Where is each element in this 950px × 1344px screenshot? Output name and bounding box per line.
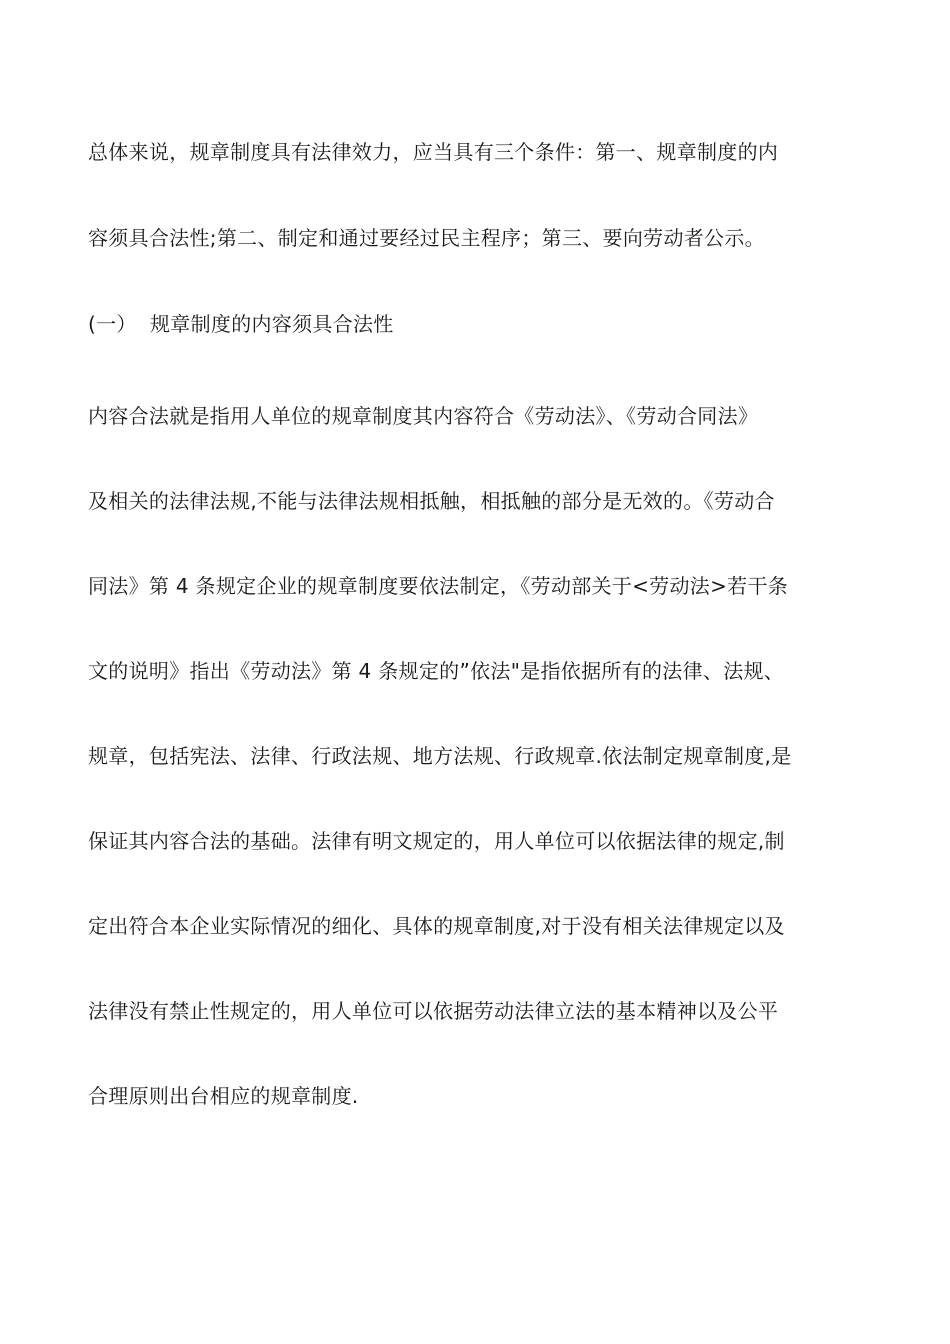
paragraph-1-line-2: 容须具合法性;第二、制定和通过要经过民主程序；第三、要向劳动者公示。 xyxy=(88,226,765,250)
section-heading-marker: (一） xyxy=(88,312,137,336)
paragraph-2-line-7: 定出符合本企业实际情况的细化、具体的规章制度,对于没有相关法律规定以及 xyxy=(88,914,785,938)
paragraph-2-line-1: 内容合法就是指用人单位的规章制度其内容符合《劳动法》、《劳动合同法》 xyxy=(88,404,759,428)
section-heading-text: 规章制度的内容须具合法性 xyxy=(150,312,394,336)
paragraph-2-line-8: 法律没有禁止性规定的，用人单位可以依据劳动法律立法的基本精神以及公平 xyxy=(88,999,779,1023)
paragraph-2-line-3: 同法》第 4 条规定企业的规章制度要依法制定，《劳动部关于<劳动法>若干条 xyxy=(88,574,789,598)
paragraph-2-line-6: 保证其内容合法的基础。法律有明文规定的，用人单位可以依据法律的规定,制 xyxy=(88,829,785,853)
paragraph-2-line-2: 及相关的法律法规,不能与法律法规相抵触，相抵触的部分是无效的。《劳动合 xyxy=(88,489,775,513)
paragraph-2-line-9: 合理原则出台相应的规章制度. xyxy=(88,1084,359,1108)
section-heading xyxy=(88,310,394,338)
paragraph-1-line-1: 总体来说，规章制度具有法律效力，应当具有三个条件：第一、规章制度的内 xyxy=(88,140,779,164)
paragraph-2-line-5: 规章，包括宪法、法律、行政法规、地方法规、行政规章.依法制定规章制度,是 xyxy=(88,744,792,768)
paragraph-2-line-4: 文的说明》指出《劳动法》第 4 条规定的”依法"是指依据所有的法律、法规、 xyxy=(88,659,785,683)
